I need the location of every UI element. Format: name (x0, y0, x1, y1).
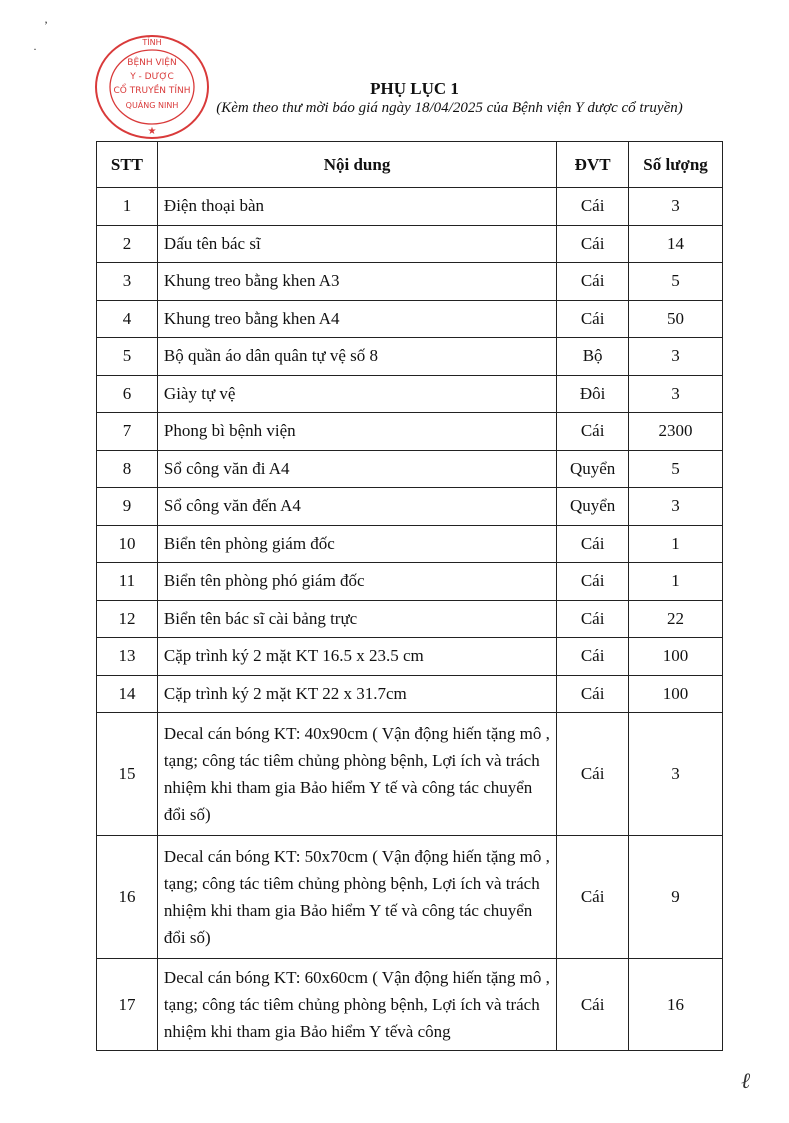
row-qty: 5 (629, 263, 723, 301)
row-stt: 13 (97, 638, 158, 676)
row-qty: 50 (629, 300, 723, 338)
row-unit: Cái (557, 713, 629, 836)
row-qty: 16 (629, 959, 723, 1051)
row-unit: Cái (557, 263, 629, 301)
row-unit: Cái (557, 600, 629, 638)
table-row (97, 959, 723, 1051)
table-row (97, 675, 723, 713)
row-stt: 8 (97, 450, 158, 488)
row-unit: Đôi (557, 375, 629, 413)
row-stt: 4 (97, 300, 158, 338)
svg-text:★: ★ (147, 126, 157, 137)
row-content: Khung treo bằng khen A4 (157, 300, 556, 338)
row-content: Cặp trình ký 2 mặt KT 22 x 31.7cm (157, 675, 556, 713)
table-row (97, 600, 723, 638)
row-stt: 17 (97, 959, 158, 1051)
table-row (97, 450, 723, 488)
scan-mark-1: ’ (44, 18, 48, 32)
row-stt: 7 (97, 413, 158, 451)
scan-mark-2: · (33, 42, 37, 56)
row-unit: Cái (557, 188, 629, 226)
svg-text:BỆNH VIỆN: BỆNH VIỆN (127, 58, 177, 68)
header-unit: ĐVT (557, 142, 629, 188)
row-qty: 3 (629, 488, 723, 526)
row-stt: 2 (97, 225, 158, 263)
row-stt: 12 (97, 600, 158, 638)
table-row (97, 713, 723, 836)
row-content: Phong bì bệnh viện (157, 413, 556, 451)
row-qty: 22 (629, 600, 723, 638)
row-qty: 3 (629, 338, 723, 376)
table-row (97, 413, 723, 451)
row-qty: 14 (629, 225, 723, 263)
row-unit: Cái (557, 300, 629, 338)
row-unit: Cái (557, 413, 629, 451)
row-content: Điện thoại bàn (157, 188, 556, 226)
row-qty: 100 (629, 675, 723, 713)
table-row (97, 836, 723, 959)
page-initial-mark: ℓ (741, 1068, 751, 1093)
row-unit: Cái (557, 225, 629, 263)
table-row (97, 338, 723, 376)
row-content: Biển tên phòng phó giám đốc (157, 563, 556, 601)
header-qty: Số lượng (629, 142, 723, 188)
row-qty: 3 (629, 375, 723, 413)
row-unit: Cái (557, 525, 629, 563)
row-content: Khung treo bằng khen A3 (157, 263, 556, 301)
row-qty: 100 (629, 638, 723, 676)
svg-text:QUẢNG NINH: QUẢNG NINH (125, 101, 179, 110)
row-content: Bộ quần áo dân quân tự vệ số 8 (157, 338, 556, 376)
table-header-row (97, 142, 723, 188)
row-stt: 9 (97, 488, 158, 526)
svg-text:CỔ TRUYỀN TỈNH: CỔ TRUYỀN TỈNH (113, 86, 191, 96)
page-title: PHỤ LỤC 1 (370, 79, 459, 98)
row-qty: 1 (629, 563, 723, 601)
row-unit: Cái (557, 675, 629, 713)
row-stt: 3 (97, 263, 158, 301)
row-content: Decal cán bóng KT: 40x90cm ( Vận động hiến tặng mô , tạng; công tác tiêm chủng phòng bệnh, Lợi ích và trách nhiệm khi tham gia Bảo hiểm Y tế và công tác chuyển đổi số) (157, 713, 556, 836)
table-row (97, 525, 723, 563)
row-qty: 1 (629, 525, 723, 563)
row-qty: 3 (629, 713, 723, 836)
row-stt: 11 (97, 563, 158, 601)
items-table (96, 141, 723, 1051)
svg-text:Y - DƯỢC: Y - DƯỢC (130, 72, 174, 82)
header-content: Nội dung (157, 142, 556, 188)
table-row (97, 225, 723, 263)
row-stt: 10 (97, 525, 158, 563)
table-row (97, 638, 723, 676)
table-row (97, 563, 723, 601)
row-content: Decal cán bóng KT: 60x60cm ( Vận động hiến tặng mô , tạng; công tác tiêm chủng phòng bệnh, Lợi ích và trách nhiệm khi tham gia Bảo hiểm Y tếvà công (157, 959, 556, 1051)
row-unit: Bộ (557, 338, 629, 376)
row-content: Sổ công văn đi A4 (157, 450, 556, 488)
row-stt: 1 (97, 188, 158, 226)
row-unit: Cái (557, 836, 629, 959)
row-qty: 2300 (629, 413, 723, 451)
row-stt: 5 (97, 338, 158, 376)
row-unit: Cái (557, 563, 629, 601)
row-content: Cặp trình ký 2 mặt KT 16.5 x 23.5 cm (157, 638, 556, 676)
table-row (97, 300, 723, 338)
row-content: Giày tự vệ (157, 375, 556, 413)
table-row (97, 375, 723, 413)
row-stt: 16 (97, 836, 158, 959)
row-stt: 15 (97, 713, 158, 836)
row-qty: 9 (629, 836, 723, 959)
row-stt: 6 (97, 375, 158, 413)
table-row (97, 188, 723, 226)
row-content: Dấu tên bác sĩ (157, 225, 556, 263)
row-unit: Cái (557, 959, 629, 1051)
row-unit: Cái (557, 638, 629, 676)
table-row (97, 488, 723, 526)
row-content: Decal cán bóng KT: 50x70cm ( Vận động hiến tặng mô , tạng; công tác tiêm chủng phòng bệnh, Lợi ích và trách nhiệm khi tham gia Bảo hiểm Y tế và công tác chuyển đổi số) (157, 836, 556, 959)
row-stt: 14 (97, 675, 158, 713)
table-row (97, 263, 723, 301)
row-unit: Quyển (557, 450, 629, 488)
page-subtitle: (Kèm theo thư mời báo giá ngày 18/04/2025 của Bệnh viện Y dược cổ truyền) (216, 100, 683, 116)
row-qty: 3 (629, 188, 723, 226)
row-unit: Quyển (557, 488, 629, 526)
row-content: Sổ công văn đến A4 (157, 488, 556, 526)
header-stt: STT (97, 142, 158, 188)
row-qty: 5 (629, 450, 723, 488)
row-content: Biển tên bác sĩ cài bảng trực (157, 600, 556, 638)
row-content: Biển tên phòng giám đốc (157, 525, 556, 563)
svg-text:TỈNH: TỈNH (142, 38, 162, 47)
